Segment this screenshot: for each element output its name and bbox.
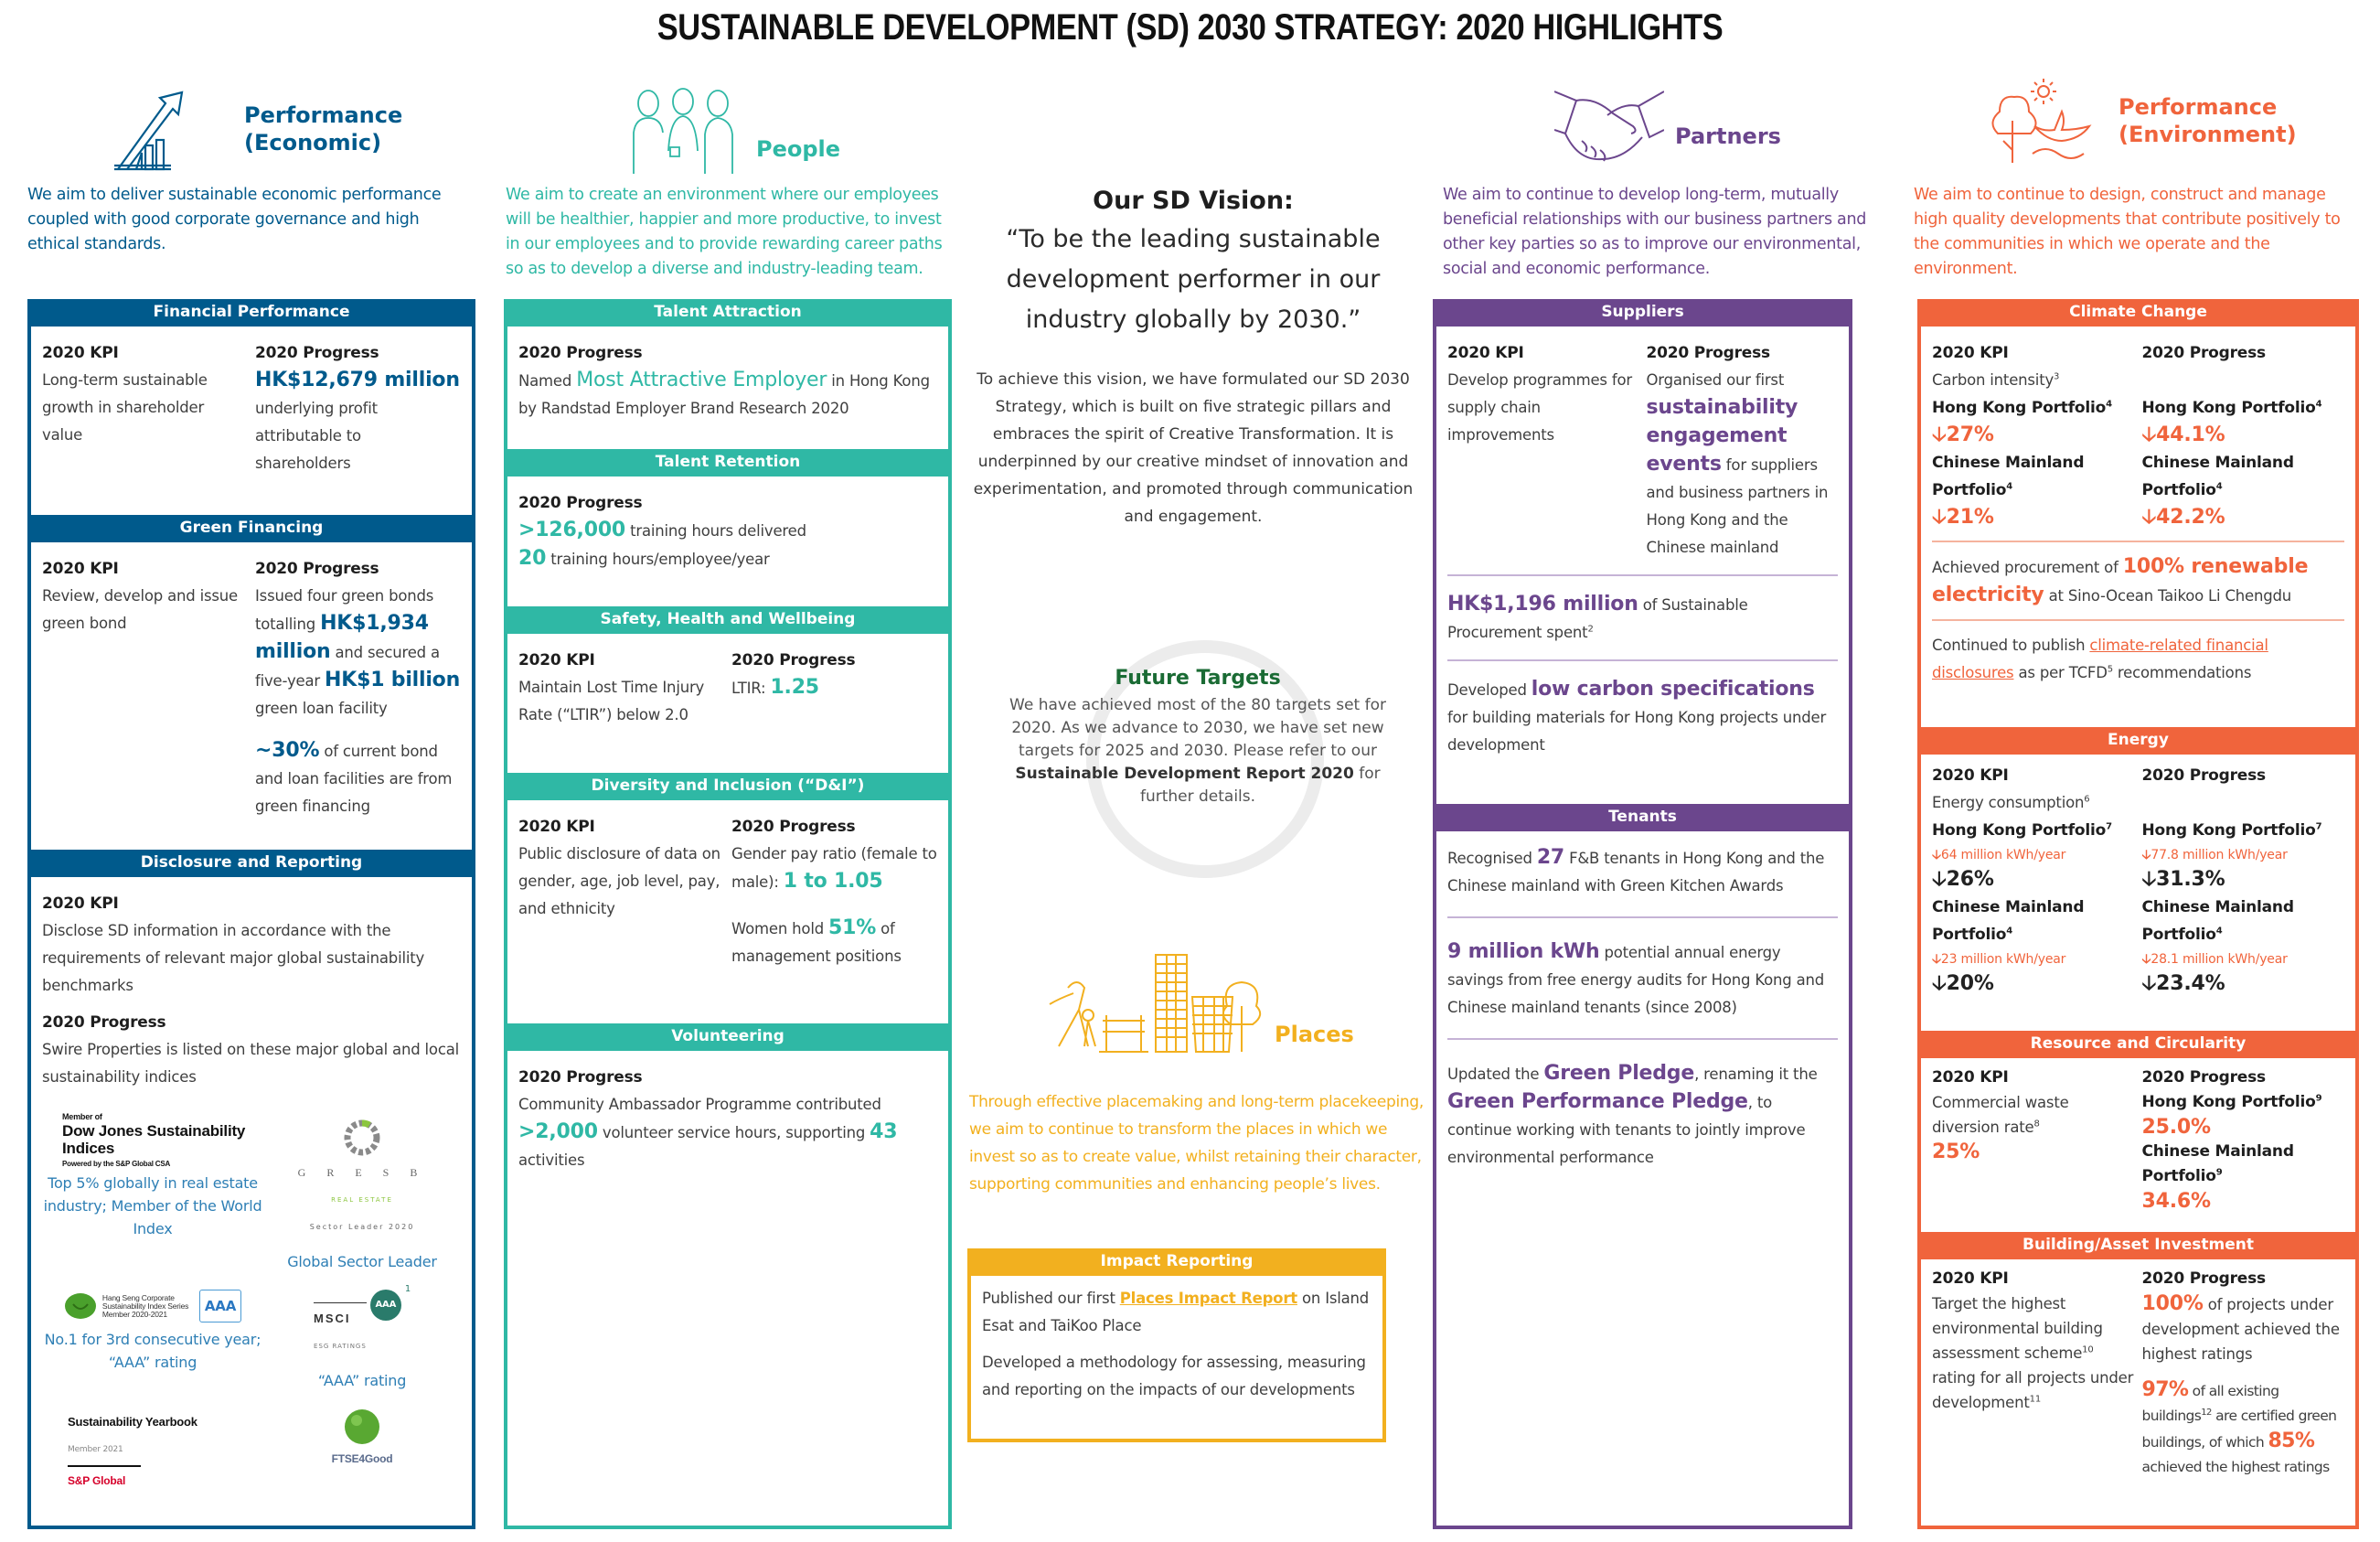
certified-green-buildings-pct: 97% xyxy=(2141,1378,2189,1401)
suppliers-body xyxy=(1436,327,1849,804)
hk-diversion-value: 25.0% xyxy=(2141,1116,2211,1139)
partners-pillar-heading xyxy=(1554,90,1781,165)
kpi-label: 2020 KPI xyxy=(42,560,119,578)
training-hours-total: >126,000 xyxy=(518,519,626,541)
footnote-marker: 11 xyxy=(2029,1394,2041,1405)
people-title: People xyxy=(756,135,841,162)
handshake-icon xyxy=(1554,90,1664,165)
tenants-text: F&B tenants in Hong Kong and the Chinese mainland with Green Kitchen Awards xyxy=(1447,850,1825,894)
kpi-cm-abs: 23 million kWh/year xyxy=(1940,952,2066,967)
future-targets-text: for further details. xyxy=(1139,765,1381,806)
tree-bird-sun-icon xyxy=(1989,75,2108,166)
financial-performance-body xyxy=(31,327,472,515)
logo-text: G R E S B xyxy=(297,1166,427,1179)
tenants-body xyxy=(1436,831,1849,1181)
environment-title-line1: Performance xyxy=(2119,94,2278,120)
dni-body xyxy=(507,800,948,1023)
logo-text: Hang Seng Corporate Sustainability Index Series Member 2020-2021 xyxy=(101,1292,189,1319)
progress-label: 2020 Progress xyxy=(731,818,856,836)
logo-caption: Global Sector Leader xyxy=(287,1253,437,1270)
economic-pillar-heading xyxy=(114,87,402,171)
progress-text: training hours/employee/year xyxy=(546,551,770,568)
kpi-hk-abs: 64 million kWh/year xyxy=(1940,848,2066,862)
logo-text: MSCI xyxy=(314,1302,367,1333)
kpi-text: rating for all projects under development xyxy=(1932,1369,2134,1411)
progress-text: Developed xyxy=(1447,681,1532,699)
impact-reporting-panel xyxy=(967,1248,1386,1442)
highest-ratings-pct: 85% xyxy=(2268,1430,2315,1452)
hk-portfolio-label: Hong Kong Portfolio xyxy=(2141,821,2316,840)
tenants-text: , to continue working with tenants to jointly improve environmental performance xyxy=(1447,1094,1806,1166)
rising-chart-icon xyxy=(114,87,233,171)
logo-text: Dow Jones Sustainability Indices xyxy=(62,1122,246,1157)
kpi-label: 2020 KPI xyxy=(518,818,595,836)
hk-portfolio-label: Hong Kong Portfolio xyxy=(2141,399,2316,417)
section-header-resource-circularity: Resource and Circularity xyxy=(1917,1031,2359,1058)
section-header-diversity-inclusion: Diversity and Inclusion (“D&I”) xyxy=(504,773,952,800)
progress-text: and secured a five-year xyxy=(255,644,440,690)
progress-cm-value: 42.2% xyxy=(2156,506,2225,529)
cm-portfolio-label: Chinese Mainland xyxy=(2141,898,2294,916)
cm-portfolio-label: Portfolio xyxy=(1932,926,2007,944)
economic-panel xyxy=(27,299,475,1529)
climate-text: Continued to publish xyxy=(1932,637,2090,654)
sustainability-index-logos xyxy=(42,1111,461,1494)
environment-title-line2: (Environment) xyxy=(2119,122,2297,147)
logo-hang-seng xyxy=(42,1290,263,1392)
progress-hk-value: 44.1% xyxy=(2156,423,2225,446)
progress-text: Women hold xyxy=(731,920,829,937)
logo-sustainability-yearbook xyxy=(42,1408,263,1494)
projects-highest-rating-pct: 100% xyxy=(2141,1292,2204,1315)
logo-text: Powered by the S&P Global CSA xyxy=(62,1160,171,1168)
progress-text: for building materials for Hong Kong projects under development xyxy=(1447,709,1827,754)
future-targets-title: Future Targets xyxy=(1115,667,1281,690)
energy-body xyxy=(1921,755,2355,1031)
footnote-marker: 4 xyxy=(2215,926,2223,937)
green-kitchen-tenants-count: 27 xyxy=(1536,846,1565,869)
places-pillar-heading xyxy=(1041,951,1354,1054)
green-pledge: Green Pledge xyxy=(1543,1062,1695,1085)
gresb-ring-icon xyxy=(341,1117,383,1159)
places-impact-report-link[interactable]: Places Impact Report xyxy=(1119,1290,1297,1307)
progress-label: 2020 Progress xyxy=(2141,766,2266,785)
section-header-talent-retention: Talent Retention xyxy=(504,449,952,477)
down-arrow-icon: 🡣 xyxy=(2141,952,2151,967)
down-arrow-icon: 🡣 xyxy=(2141,972,2157,995)
progress-text: LTIR: xyxy=(731,680,771,697)
low-carbon-specifications: low carbon specifications xyxy=(1531,678,1815,701)
kpi-label: 2020 KPI xyxy=(1932,1269,2009,1288)
progress-text: of current bond and loan facilities are from green financing xyxy=(255,743,453,815)
progress-label: 2020 Progress xyxy=(42,1013,166,1032)
progress-text: Issued four green bonds totalling xyxy=(255,587,434,633)
footnote-marker: 2 xyxy=(1587,624,1594,635)
progress-text: Gender pay ratio (female to male): xyxy=(731,845,937,891)
kpi-text: Public disclosure of data on gender, age, job level, pay, and ethnicity xyxy=(518,845,720,917)
aaa-badge: AAA xyxy=(370,1290,401,1321)
climate-disclosures-link[interactable]: climate-related financial disclosures xyxy=(1932,637,2268,681)
activities-count: 43 xyxy=(870,1120,898,1143)
cm-portfolio-label: Chinese Mainland xyxy=(2141,454,2294,472)
progress-label: 2020 Progress xyxy=(2141,1068,2266,1087)
footnote-marker: 10 xyxy=(2082,1344,2094,1355)
kpi-hk-value: 27% xyxy=(1946,423,1994,446)
logo-djsi xyxy=(42,1111,263,1273)
climate-change-body xyxy=(1921,327,2355,727)
logo-ftse4good xyxy=(263,1408,461,1494)
down-arrow-icon: 🡣 xyxy=(2141,423,2157,446)
tenants-text: Recognised xyxy=(1447,850,1537,867)
tenants-text: , renaming it the xyxy=(1694,1065,1818,1083)
footnote-marker: 7 xyxy=(2106,821,2112,832)
down-arrow-icon: 🡣 xyxy=(1932,506,1947,529)
footnote-marker: 5 xyxy=(2107,664,2113,675)
people-panel xyxy=(504,299,952,1529)
environment-intro: We aim to continue to design, construct and manage high quality developments that contribute positively to the communities in which we operate and the environment. xyxy=(1914,186,2341,278)
progress-text: Organised our first xyxy=(1646,371,1785,389)
aaa-badge: AAA xyxy=(199,1290,241,1322)
tenants-text: Updated the xyxy=(1447,1065,1544,1083)
environment-panel xyxy=(1917,299,2359,1529)
future-targets-text: We have achieved most of the 80 targets set for 2020. As we advance to 2030, we have set new targets for 2025 and 2030. Please refer to our xyxy=(1009,696,1386,760)
places-title: Places xyxy=(1275,1022,1354,1047)
gender-pay-ratio: 1 to 1.05 xyxy=(783,870,883,893)
progress-label: 2020 Progress xyxy=(518,344,643,362)
talent-retention-body xyxy=(507,477,948,606)
progress-label: 2020 Progress xyxy=(518,1068,643,1087)
underlying-profit-value: HK$12,679 million xyxy=(255,369,460,391)
volunteering-body xyxy=(507,1051,948,1183)
safety-body xyxy=(507,634,948,773)
down-arrow-icon: 🡣 xyxy=(1932,868,1947,891)
disclosure-body xyxy=(31,877,472,1504)
environment-pillar-heading xyxy=(1989,75,2297,166)
section-header-safety-health-wellbeing: Safety, Health and Wellbeing xyxy=(504,606,952,634)
down-arrow-icon: 🡣 xyxy=(2141,506,2157,529)
volunteer-hours: >2,000 xyxy=(518,1120,598,1143)
footnote-marker: 6 xyxy=(2084,794,2090,805)
impact-text: on Island Esat and TaiKoo Place xyxy=(982,1290,1370,1334)
page-title: SUSTAINABLE DEVELOPMENT (SD) 2030 STRATEGY: 2020 HIGHLIGHTS xyxy=(656,7,1724,48)
progress-text: activities xyxy=(518,1151,585,1169)
cm-portfolio-label: Chinese Mainland xyxy=(1932,898,2085,916)
progress-text: of projects under development achieved the highest ratings xyxy=(2141,1296,2340,1363)
down-arrow-icon: 🡣 xyxy=(2141,848,2151,862)
down-arrow-icon: 🡣 xyxy=(1932,952,1941,967)
impact-reporting-body xyxy=(971,1276,1382,1413)
kpi-label: 2020 KPI xyxy=(42,894,119,913)
kpi-cm-pct: 20% xyxy=(1946,972,1994,995)
progress-hk-abs: 77.8 million kWh/year xyxy=(2151,848,2288,862)
partners-intro: We aim to continue to develop long-term, mutually beneficial relationships with our business partners and other key parties so as to improve our environmental, social and economic performance. xyxy=(1443,186,1867,278)
progress-label: 2020 Progress xyxy=(1646,344,1770,362)
progress-text: achieved the highest ratings xyxy=(2141,1459,2330,1475)
section-header-climate-change: Climate Change xyxy=(1917,299,2359,327)
most-attractive-employer: Most Attractive Employer xyxy=(576,369,827,391)
training-hours-per-employee: 20 xyxy=(518,547,547,570)
kpi-text: Disclose SD information in accordance with the requirements of relevant major global sustainability benchmarks xyxy=(42,922,425,994)
vision-quote: “To be the leading sustainable development performer in our industry globally by 2030.” xyxy=(1006,225,1381,334)
kpi-label: 2020 KPI xyxy=(1447,344,1524,362)
climate-text: as per TCFD xyxy=(2013,664,2108,681)
kpi-label: 2020 KPI xyxy=(1932,766,2009,785)
sd-report-reference: Sustainable Development Report 2020 xyxy=(1015,765,1354,783)
logo-text: REAL ESTATE xyxy=(331,1196,393,1204)
down-arrow-icon: 🡣 xyxy=(1932,972,1947,995)
logo-text: Member of xyxy=(62,1112,102,1121)
waste-diversion-target: 25% xyxy=(1932,1140,1980,1163)
logo-caption: No.1 for 3rd consecutive year; “AAA” rating xyxy=(44,1331,261,1371)
cm-portfolio-label: Chinese Mainland xyxy=(2141,1142,2294,1161)
renewable-electricity: 100% renewable electricity xyxy=(1932,555,2309,606)
section-header-impact-reporting: Impact Reporting xyxy=(967,1248,1386,1276)
footnote-marker: 3 xyxy=(2054,371,2060,382)
impact-text: Published our first xyxy=(982,1290,1120,1307)
logo-text: FTSE4Good xyxy=(331,1452,393,1465)
logo-caption: Top 5% globally in real estate industry; Member of the World Index xyxy=(43,1174,262,1237)
hk-portfolio-label: Hong Kong Portfolio xyxy=(1932,399,2107,417)
women-management-share: 51% xyxy=(828,916,877,939)
sd-vision xyxy=(969,183,1417,530)
energy-savings-value: 9 million kWh xyxy=(1447,940,1600,963)
future-targets xyxy=(997,663,1399,808)
progress-text: volunteer service hours, supporting xyxy=(597,1124,870,1141)
people-pillar-heading xyxy=(626,87,840,174)
footnote-marker: 9 xyxy=(2315,1093,2322,1104)
kpi-label: 2020 KPI xyxy=(518,651,595,669)
economic-title-line1: Performance xyxy=(244,102,403,128)
progress-label: 2020 Progress xyxy=(255,344,379,362)
progress-label: 2020 Progress xyxy=(2141,1269,2266,1288)
section-header-talent-attraction: Talent Attraction xyxy=(504,299,952,327)
hk-portfolio-label: Hong Kong Portfolio xyxy=(1932,821,2107,840)
section-header-green-financing: Green Financing xyxy=(27,515,475,542)
kpi-cm-value: 21% xyxy=(1946,506,1994,529)
progress-text: underlying profit attributable to shareholders xyxy=(255,400,378,472)
green-financing-share: ~30% xyxy=(255,739,320,762)
progress-label: 2020 Progress xyxy=(518,494,643,512)
tenants-text: potential annual energy savings from free energy audits for Hong Kong and Chinese mainland tenants (since 2008) xyxy=(1447,944,1825,1016)
kpi-text: Maintain Lost Time Injury Rate (“LTIR”) below 2.0 xyxy=(518,679,705,723)
kpi-label: 2020 KPI xyxy=(42,344,119,362)
logo-text: Sector Leader 2020 xyxy=(309,1223,415,1231)
footnote-marker: 4 xyxy=(2215,481,2223,492)
progress-text: Swire Properties is listed on these major global and local sustainability indices xyxy=(42,1041,459,1086)
section-header-suppliers: Suppliers xyxy=(1433,299,1852,327)
progress-text: of Sustainable Procurement spent xyxy=(1447,596,1748,641)
ftse-globe-icon xyxy=(344,1408,380,1445)
cm-portfolio-label: Portfolio xyxy=(2141,481,2216,499)
progress-text: Named xyxy=(518,372,577,390)
cm-portfolio-label: Portfolio xyxy=(2141,926,2216,944)
climate-text: recommendations xyxy=(2112,664,2252,681)
kpi-text: Review, develop and issue green bond xyxy=(42,587,238,632)
resource-body xyxy=(1921,1058,2355,1232)
section-header-tenants: Tenants xyxy=(1433,804,1852,831)
down-arrow-icon: 🡣 xyxy=(1932,423,1947,446)
cm-portfolio-label: Portfolio xyxy=(1932,481,2007,499)
progress-text: for suppliers and business partners in Hong Kong and the Chinese mainland xyxy=(1646,456,1829,556)
people-group-icon xyxy=(626,87,745,174)
progress-hk-pct: 31.3% xyxy=(2156,868,2225,891)
building-body xyxy=(1921,1259,2355,1489)
progress-cm-pct: 23.4% xyxy=(2156,972,2225,995)
section-header-building-asset-investment: Building/Asset Investment xyxy=(1917,1232,2359,1259)
partners-title: Partners xyxy=(1675,123,1781,149)
logo-caption: “AAA” rating xyxy=(317,1372,407,1389)
cm-diversion-value: 34.6% xyxy=(2141,1190,2211,1213)
kpi-text: Long-term sustainable growth in shareholder value xyxy=(42,371,208,444)
section-header-energy: Energy xyxy=(1917,727,2359,755)
section-header-volunteering: Volunteering xyxy=(504,1023,952,1051)
progress-text: green loan facility xyxy=(255,700,388,717)
cm-portfolio-label: Chinese Mainland xyxy=(1932,454,2085,472)
progress-cm-abs: 28.1 million kWh/year xyxy=(2151,952,2288,967)
people-intro: We aim to create an environment where our employees will be healthier, happier and more productive, to invest in our employees and to provide rewarding career paths so as to develop a diverse and industry-leading team. xyxy=(506,186,943,278)
progress-label: 2020 Progress xyxy=(2141,344,2266,362)
down-arrow-icon: 🡣 xyxy=(1932,848,1941,862)
footnote-marker: 4 xyxy=(2006,481,2013,492)
down-arrow-icon: 🡣 xyxy=(2141,868,2157,891)
talent-attraction-body xyxy=(507,327,948,449)
progress-label: 2020 Progress xyxy=(255,560,379,578)
kpi-hk-pct: 26% xyxy=(1946,868,1994,891)
kpi-label: 2020 KPI xyxy=(1932,344,2009,362)
kpi-metric: Energy consumption xyxy=(1932,794,2085,811)
cityscape-icon xyxy=(1041,951,1269,1054)
progress-text: in Hong Kong by Randstad Employer Brand Research 2020 xyxy=(518,372,930,417)
vision-title: Our SD Vision: xyxy=(1093,187,1294,215)
progress-text: training hours delivered xyxy=(625,522,806,540)
footnote-marker: 9 xyxy=(2215,1167,2223,1178)
footnote-marker: 4 xyxy=(2106,399,2112,410)
hk-portfolio-label: Hong Kong Portfolio xyxy=(2141,1093,2316,1111)
footnote-marker: 12 xyxy=(2201,1407,2212,1418)
section-header-financial-performance: Financial Performance xyxy=(27,299,475,327)
logo-text: Member 2021 xyxy=(68,1436,141,1467)
logo-text: Sustainability Yearbook xyxy=(68,1415,197,1429)
engagement-events: sustainability engagement events xyxy=(1646,396,1798,476)
partners-panel xyxy=(1433,299,1852,1529)
progress-text: of management positions xyxy=(731,920,902,965)
footnote-marker: 7 xyxy=(2315,821,2322,832)
kpi-text: Target the highest environmental building assessment scheme xyxy=(1932,1295,2103,1362)
climate-text: Achieved procurement of xyxy=(1932,559,2123,576)
economic-intro: We aim to deliver sustainable economic performance coupled with good corporate governance and high ethical standards. xyxy=(27,186,442,253)
hang-seng-heart-icon xyxy=(64,1292,97,1320)
green-loan-value: HK$1 billion xyxy=(325,669,461,691)
kpi-label: 2020 KPI xyxy=(1932,1068,2009,1087)
kpi-text: Commercial waste diversion rate xyxy=(1932,1094,2069,1136)
footnote-marker: 4 xyxy=(2006,926,2013,937)
footnote-marker: 8 xyxy=(2033,1119,2040,1130)
progress-text: are certified green buildings, of which xyxy=(2141,1408,2337,1451)
kpi-metric: Carbon intensity xyxy=(1932,371,2054,389)
climate-text: at Sino-Ocean Taikoo Li Chengdu xyxy=(2044,587,2292,605)
logo-msci: MSCI ESG RATINGS AAA 1 “AAA” rating xyxy=(263,1290,461,1392)
places-intro: Through effective placemaking and long-term placekeeping, we aim to continue to transform the places in which we invest so as to create value, whilst retaining their character, supporting communities and enhancing people’s lives. xyxy=(969,1093,1424,1194)
green-performance-pledge: Green Performance Pledge xyxy=(1447,1090,1748,1113)
vision-body: To achieve this vision, we have formulated our SD 2030 Strategy, which is built on five strategic pillars and embraces the spirit of Creative Transformation. It is underpinned by our creative mindset of innovation and experimentation, and promoted through communication and engagement. xyxy=(973,370,1414,526)
section-header-disclosure-reporting: Disclosure and Reporting xyxy=(27,850,475,877)
progress-text: of all existing buildings xyxy=(2141,1383,2279,1424)
logo-text: S&P Global xyxy=(68,1474,126,1487)
economic-title-line2: (Economic) xyxy=(244,130,382,155)
green-financing-body xyxy=(31,542,472,850)
ltir-value: 1.25 xyxy=(770,676,819,699)
footnote-marker: 4 xyxy=(2315,399,2322,410)
cm-portfolio-label: Portfolio xyxy=(2141,1167,2216,1185)
sustainable-procurement-value: HK$1,196 million xyxy=(1447,593,1638,616)
kpi-text: Develop programmes for supply chain improvements xyxy=(1447,371,1632,444)
progress-label: 2020 Progress xyxy=(731,651,856,669)
logo-text: ESG RATINGS xyxy=(314,1343,367,1350)
progress-text: Community Ambassador Programme contributed xyxy=(518,1096,881,1113)
impact-text: Developed a methodology for assessing, measuring and reporting on the impacts of our developments xyxy=(982,1354,1366,1398)
logo-gresb xyxy=(263,1111,461,1273)
green-bond-total: HK$1,934 million xyxy=(255,612,429,663)
